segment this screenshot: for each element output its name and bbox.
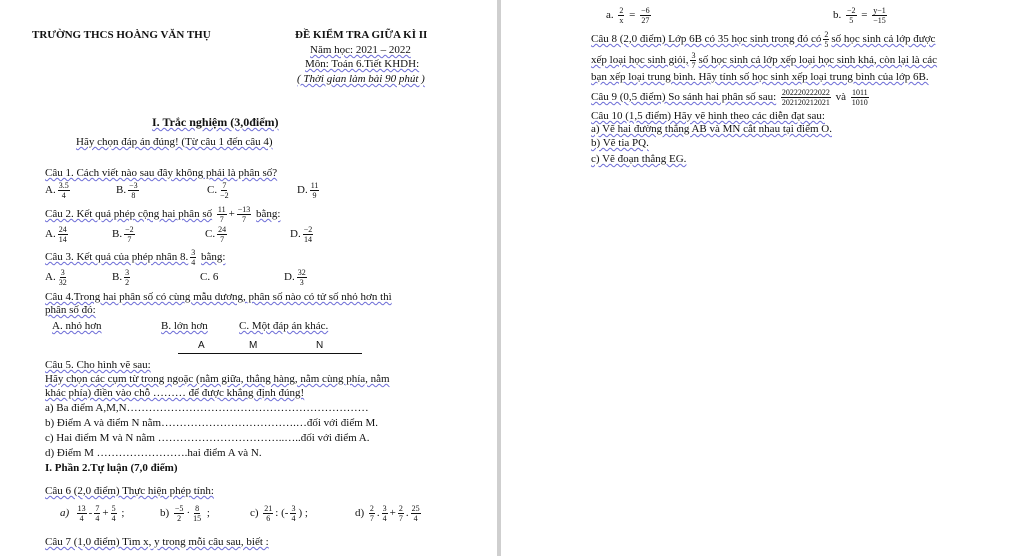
q6-expr-c: c) $\frac{21}{6}$ : (- $\frac{3}{4}$ ) ;: [250, 504, 308, 523]
q10-item-c: c) Vẽ đoạn thẳng EG.: [591, 153, 687, 165]
question-5: Câu 5. Cho hình vẽ sau:: [45, 359, 151, 371]
question-1: Câu 1. Cách viết nào sau đây không phải là phân số?: [45, 167, 278, 179]
q5-instruction-line1: Hãy chọn các cụm từ trong ngoặc (nằm giữa, thẳng hàng, nằm cùng phía, nằm: [45, 373, 390, 385]
q10-item-a: a) Vẽ hai đường thẳng AB và MN cắt nhau tại điểm O.: [591, 123, 832, 135]
question-8-line1: Câu 8 (2,0 điểm) Lớp 6B có 35 học sinh trong đó có $\frac{2}{5}$ số học sinh cả lớp được: [591, 30, 936, 49]
question-3: Câu 3. Kết quả của phép nhân 8. $\frac{3}{4}$ bằng:: [45, 248, 226, 267]
subject-line: Môn: Toán 6.Tiết KHDH:: [305, 58, 420, 70]
q4-option-c: C. Một đáp án khác.: [239, 320, 329, 332]
figure-line: [178, 353, 362, 354]
q3-option-b: B. $\frac{3}{2}$: [112, 268, 130, 287]
question-9: Câu 9 (0,5 điểm) So sánh hai phân số sau: $\frac{202220222022}{202120212021}$ và $\frac{1011}{1010}$: [591, 88, 868, 107]
figure-point-n: N: [316, 340, 324, 351]
question-7: Câu 7 (1,0 điểm) Tìm x, y trong mỗi câu sau, biết :: [45, 536, 269, 548]
q1-option-d: D. $\frac{11}{9}$: [297, 181, 319, 200]
q7-equation-b: b. $\frac{-2}{5}$ = $\frac{y-1}{-15}$: [833, 6, 886, 25]
section1-title: [152, 116, 279, 129]
school-year: Năm học: 2021 – 2022: [310, 44, 411, 56]
q6-expr-a: a) $\frac{13}{4}$ - $\frac{7}{4}$ + $\frac{5}{4}$ ;: [60, 504, 125, 523]
section1-instruction: Hãy chọn đáp án đúng! (Từ câu 1 đến câu 4): [76, 136, 273, 148]
q4-option-a: A. nhỏ hơn: [52, 320, 102, 332]
q6-expr-b: b) $\frac{-5}{2}$ · $\frac{8}{15}$ ;: [160, 504, 210, 523]
q2-option-a: A. $\frac{24}{14}$: [45, 225, 67, 244]
question-6: Câu 6 (2,0 điểm) Thực hiện phép tính:: [45, 485, 214, 497]
duration: ( Thời gian làm bài 90 phút ): [297, 73, 425, 85]
question-2: Câu 2. Kết quả phép cộng hai phân số $\frac{11}{7}$ + $\frac{-13}{7}$ bằng:: [45, 205, 281, 224]
q1-option-a: A. $\frac{3.5}{4}$: [45, 181, 69, 200]
question-4-line1: Câu 4.Trong hai phân số có cùng mẫu dương, phân số nào có tử số nhỏ hơn thì: [45, 291, 392, 303]
q5-item-d: d) Điểm M …………………….hai điểm A và N.: [45, 447, 262, 459]
q1-option-b: B. $\frac{-3}{8}$: [116, 181, 138, 200]
question-8-line2: xếp loại học sinh giỏi, $\frac{3}{7}$ số học sinh cả lớp xếp loại học sinh khá, còn lại là các: [591, 51, 938, 70]
question-10: Câu 10 (1,5 điểm) Hãy vẽ hình theo các diễn đạt sau:: [591, 110, 825, 122]
q3-option-c: C. 6: [200, 271, 219, 283]
question-8-line3: bạn xếp loại trung bình. Hãy tính số học sinh xếp loại trung bình của lớp 6B.: [591, 71, 929, 83]
figure-point-m: M: [249, 340, 258, 351]
q5-instruction-line2: khác phía) điền vào chỗ ……… để được khẳng định đúng!: [45, 387, 305, 399]
q3-option-d: D. $\frac{32}{3}$: [284, 268, 306, 287]
q6-expr-d: d) $\frac{2}{7}$ . $\frac{3}{4}$ + $\frac{2}{7}$ . $\frac{25}{4}$: [355, 504, 420, 523]
figure-point-a: A: [198, 340, 205, 351]
q10-item-b: b) Vẽ tia PQ.: [591, 137, 649, 149]
exam-title: ĐỀ KIỂM TRA GIỮA KÌ II: [295, 29, 428, 41]
q2-option-d: D. $\frac{-2}{14}$: [290, 225, 313, 244]
q5-item-a: a) Ba điểm A,M,N…………………………………………………………: [45, 402, 369, 414]
q5-item-c: c) Hai điểm M và N nằm ……………………………..…..đối với điểm A.: [45, 432, 370, 444]
q1-option-c: C. $\frac{7}{-2}$: [207, 181, 229, 200]
q7-equation-a: a. $\frac{2}{x}$ = $\frac{-6}{27}$: [606, 6, 650, 25]
question-4-line2: phân số đó:: [45, 304, 96, 316]
q4-option-b: B. lớn hơn: [161, 320, 208, 332]
q2-option-b: B. $\frac{-2}{7}$: [112, 225, 134, 244]
part2-title: I. Phần 2.Tự luận (7,0 điểm): [45, 462, 178, 474]
q3-option-a: A. $\frac{3}{32}$: [45, 268, 67, 287]
section1-title-text: I. Trắc nghiệm (3,0điểm): [152, 115, 279, 129]
exam-page-right: [501, 0, 1024, 556]
q2-option-c: C. $\frac{24}{7}$: [205, 225, 227, 244]
exam-page-left: [0, 0, 497, 556]
school-name: TRƯỜNG THCS HOÀNG VĂN THỤ: [32, 29, 211, 41]
q5-item-b: b) Điểm A và điểm N nằm……………………………….…đối với điểm M.: [45, 417, 379, 429]
